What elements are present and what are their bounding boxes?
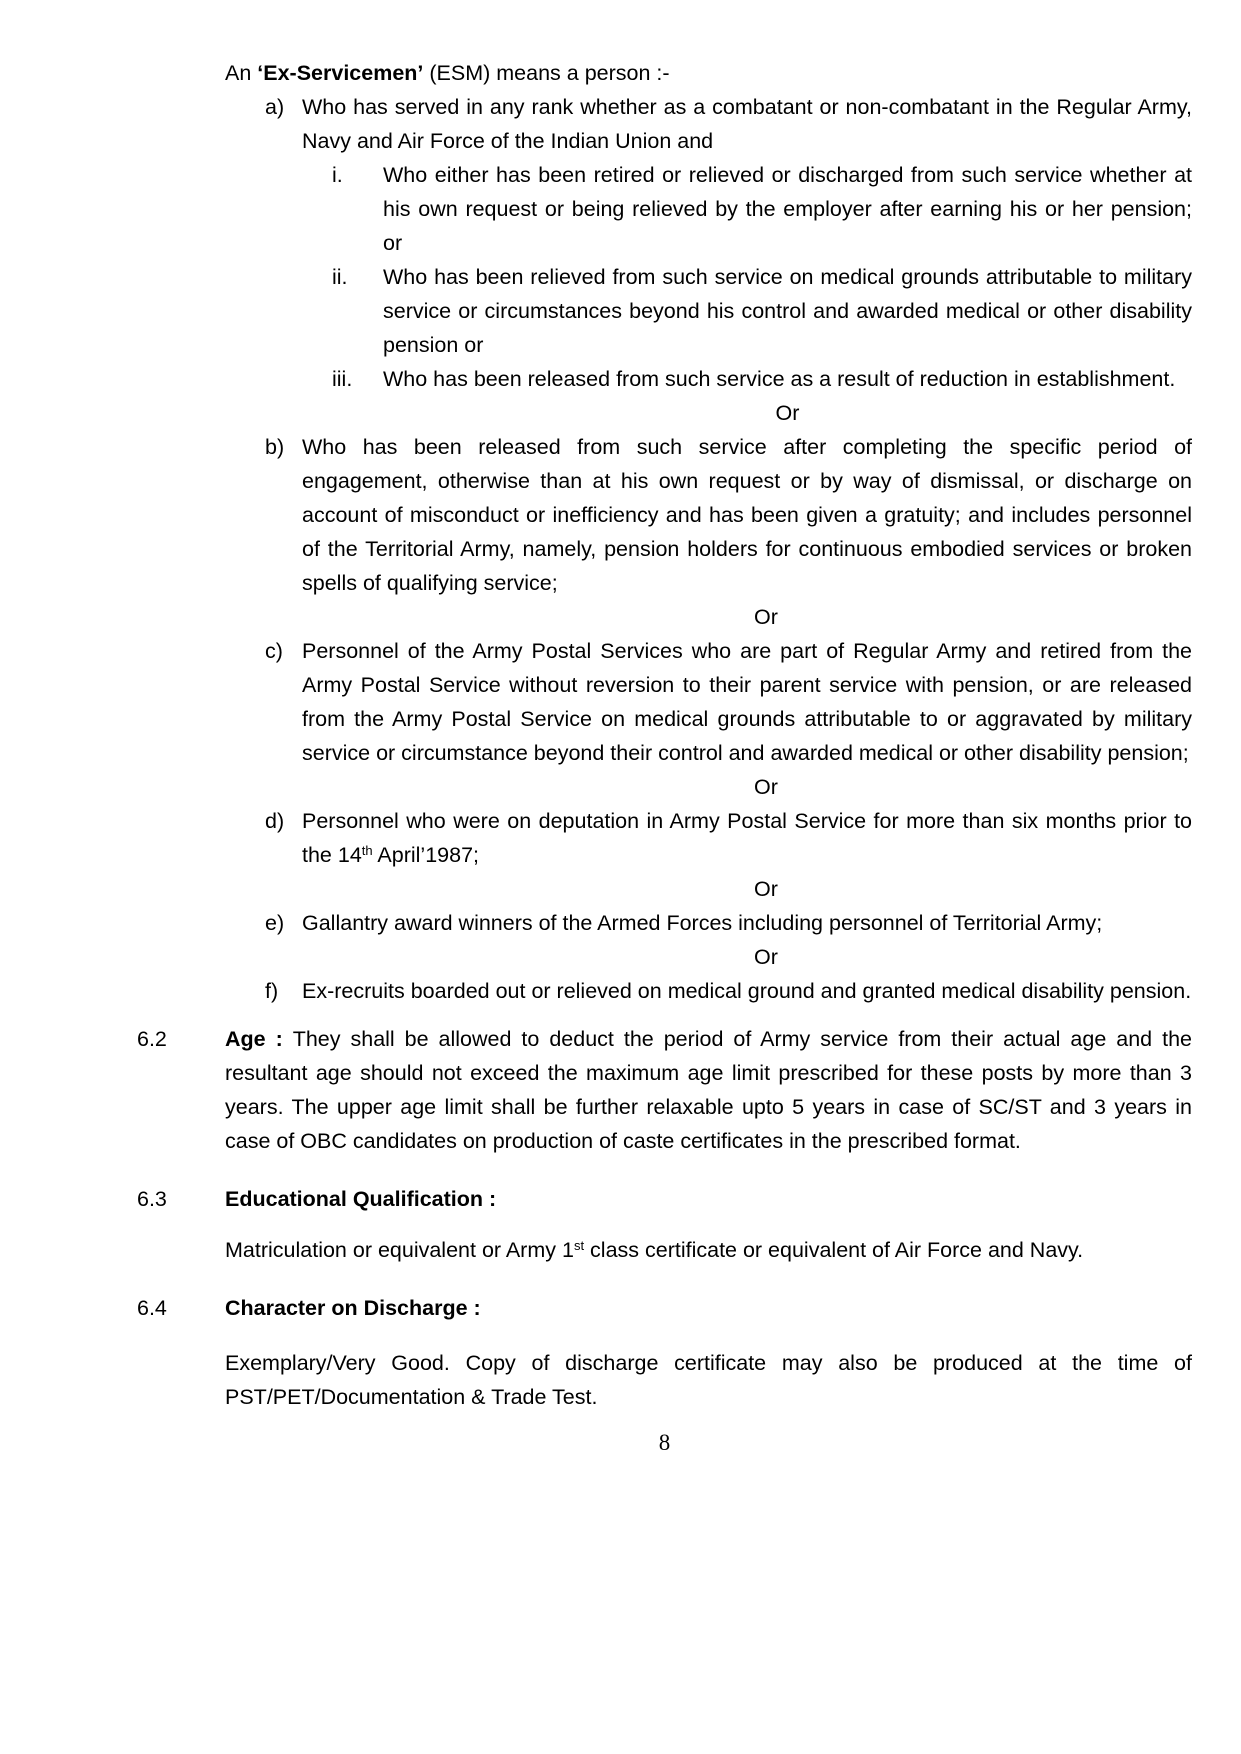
section-6-3-heading: Educational Qualification :: [225, 1187, 497, 1211]
superscript-st: st: [573, 1237, 585, 1253]
section-6-2-label: Age :: [225, 1027, 293, 1051]
list-marker-ii: ii.: [332, 265, 348, 289]
list-item-e: [265, 906, 1192, 940]
or-separator-1: Or: [775, 401, 800, 425]
list-marker-i: i.: [332, 163, 343, 187]
or-separator-5: Or: [754, 945, 778, 969]
list-text-a: Who has served in any rank whether as a combatant or non-combatant in the Regular Army, Navy and Air Force of the Indian Union and: [302, 95, 1192, 153]
list-item-c: [265, 634, 1192, 770]
list-marker-a: a): [265, 95, 285, 119]
list-text-b: Who has been released from such service after completing the specific period of engagement, otherwise than at his own request or by way of dismissal, or discharge on account of misconduct or inefficiency and has been given a gratuity; and includes personnel of the Territorial Army, namely, pension holders for continuous embodied services or broken spells of qualifying service;: [302, 435, 1192, 595]
list-text-c: Personnel of the Army Postal Services who are part of Regular Army and retired from the Army Postal Service without reversion to their parent service with pension, or are released from the Army Postal Service on medical grounds attributable to or aggravated by military service or circumstance beyond their control and awarded medical or other disability pension;: [302, 639, 1192, 765]
section-6-4-paragraph: Exemplary/Very Good. Copy of discharge certificate may also be produced at the time of PST/PET/Documentation & Trade Test.: [225, 1351, 1192, 1409]
list-item-f: [265, 974, 1192, 1008]
list-text-e: Gallantry award winners of the Armed Forces including personnel of Territorial Army;: [302, 911, 1103, 935]
list-text-iii: Who has been released from such service as a result of reduction in establishment.: [383, 367, 1176, 391]
list-text-i: Who either has been retired or relieved or discharged from such service whether at his own request or being relieved by the employer after earning his or her pension; or: [383, 163, 1192, 255]
list-marker-d: d): [265, 809, 285, 833]
section-6-3-number: 6.3: [137, 1187, 167, 1211]
list-text-d-pre: Personnel who were on deputation in Army Postal Service for more than six months prior to the 14: [302, 809, 1192, 867]
section-6-2: [137, 1022, 1192, 1158]
section-6-4-heading: Character on Discharge :: [225, 1296, 481, 1320]
section-6-3: [137, 1182, 1192, 1216]
list-marker-c: c): [265, 639, 283, 663]
section-6-4-number: 6.4: [137, 1296, 167, 1320]
or-separator-2: Or: [754, 605, 778, 629]
intro-paragraph: [225, 56, 1192, 90]
superscript-th: th: [361, 842, 373, 858]
or-separator-4: Or: [754, 877, 778, 901]
section-6-3-text-post: class certificate or equivalent of Air Force and Navy.: [584, 1238, 1084, 1262]
intro-text-bold: ‘Ex-Servicemen’: [257, 61, 424, 85]
list-item-ii: [332, 260, 1192, 362]
or-separator-3: Or: [754, 775, 778, 799]
list-item-a: [265, 90, 1192, 158]
list-text-f: Ex-recruits boarded out or relieved on medical ground and granted medical disability pension.: [302, 979, 1192, 1003]
list-item-b: [265, 430, 1192, 600]
section-6-3-paragraph: [225, 1233, 1192, 1267]
section-6-2-text: They shall be allowed to deduct the period of Army service from their actual age and the resultant age should not exceed the maximum age limit prescribed for these posts by more than 3 years. The upper age limit shall be further relaxable upto 5 years in case of SC/ST and 3 years in case of OBC candidates on production of caste certificates in the prescribed format.: [225, 1027, 1192, 1153]
list-marker-f: f): [265, 979, 279, 1003]
intro-text-post: (ESM) means a person :-: [423, 61, 670, 85]
list-item-d: [265, 804, 1192, 872]
list-marker-e: e): [265, 911, 285, 935]
intro-text-pre: An: [225, 61, 258, 85]
section-6-3-text-pre: Matriculation or equivalent or Army 1: [225, 1238, 574, 1262]
list-marker-iii: iii.: [332, 367, 353, 391]
list-marker-b: b): [265, 435, 285, 459]
list-text-d-post: April’1987;: [372, 843, 480, 867]
page-number: 8: [658, 1430, 671, 1455]
list-text-d: [302, 804, 1192, 872]
section-6-2-number: 6.2: [137, 1027, 167, 1051]
section-6-2-body: [225, 1022, 1192, 1158]
section-6-4: [137, 1291, 1192, 1325]
list-item-i: [332, 158, 1192, 260]
list-text-ii: Who has been relieved from such service on medical grounds attributable to military service or circumstances beyond his control and awarded medical or other disability pension or: [383, 265, 1192, 357]
list-item-iii: [332, 362, 1192, 396]
